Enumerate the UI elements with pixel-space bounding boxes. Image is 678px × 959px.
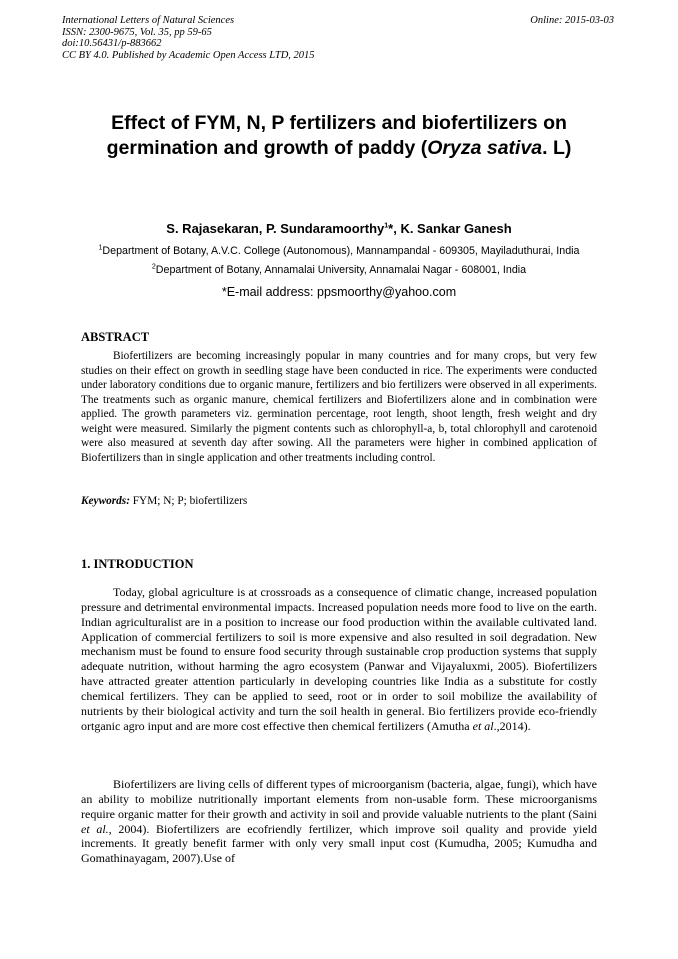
journal-header [62,15,315,61]
journal-issn: ISSN: 2300-9675, Vol. 35, pp 59-65 [62,26,212,38]
species-name: Oryza sativa [427,137,543,159]
abstract-heading: ABSTRACT [81,330,150,344]
affiliation-2: $^2$Department of Botany, Annamalai University, Annamalai Nagar - 608001, India [151,263,527,276]
keywords-label: Keywords: [81,495,130,507]
title-line-2: germination and growth of paddy (Oryza sativa. L) [106,137,572,159]
introduction-heading: 1. INTRODUCTION [81,557,194,571]
journal-doi: doi:10.56431/p-883662 [62,38,162,50]
author-list: S. Rajasekaran, P. Sundaramoorthy$^1$*, K. Sankar Ganesh [166,221,512,236]
intro-paragraph-1: Today, global agriculture is at crossroads as a consequence of climatic change, increased population pressure and detrimental environmental impacts. Increased population needs more food to live on the earth. Indian agriculturalist are in a position to increase our food production within the available cultivated land. Application of commercial fertilizers to soil is more expensive and also resulted in soil degradation. New mechanism must be found to ensure food security through sustainable crop production systems that supply adequate nutrition, without harming the agro ecosystem (Panwar and Vijayaluxmi, 2005). Biofertilizers have attracted greater attention particularly in developing countries like India as a substitute for costly chemical fertilizers. They can be applied to seed, root or in order to soil mobilize the availability of nutrients by their biological activity and turn the soil health in general. Bio fertilizers provide eco-friendly ortganic agro input and are more cost effective then chemical fertilizers (Amutha et al.,2014). [81,585,597,733]
journal-license: CC BY 4.0. Published by Academic Open Access LTD, 2015 [62,49,315,61]
paper-title [60,111,618,161]
journal-name: International Letters of Natural Sciences [62,15,235,26]
title-line-1: Effect of FYM, N, P fertilizers and biofertilizers on [111,112,567,134]
intro-paragraph-2: Biofertilizers are living cells of different types of microorganism (bacteria, algae, fungi), which have an ability to mobilize nutritionally important elements from non-usable form. These microorganisms require organic matter for their growth and activity in soil and provide valuable nutrients to the plant (Saini et al., 2004). Biofertilizers are ecofriendly fertilizer, which improve soil quality and provide yield increments. It greatly benefit farmer with only very small input cost (Kumudha, 2005; Kumudha and Gomathinayagam, 2007).Use of [81,777,598,866]
keywords-text: FYM; N; P; biofertilizers [129,495,248,507]
corresponding-email: *E-mail address: ppsmoorthy@yahoo.com [221,285,457,299]
online-date: Online: 2015-03-03 [530,15,614,26]
abstract-text: Biofertilizers are becoming increasingly popular in many countries and for many crops, but very few studies on their effect on growth in seedling stage have been conducted in rice. The experiments were conducted under laboratory conditions due to organic manure, fertilizers and bio fertilizers were observed in all experiments. The treatments such as organic manure, chemical fertilizers and Biofertilizers alone and in combination were applied. The growth parameters viz. germination percentage, root length, shoot length, fresh weight and dry weight were measured. Similarly the pigment contents such as chlorophyll-a, b, total chlorophyll and carotenoid were also measured at seventh day after sowing. All the parameters were higher in combined application of Biofertilizers than in single application and other treatments including control. [81,350,597,464]
keywords [81,495,247,507]
affiliation-1: $^1$Department of Botany, A.V.C. College (Autonomous), Mannampandal - 609305, Mayiladuthurai, India [98,244,580,257]
